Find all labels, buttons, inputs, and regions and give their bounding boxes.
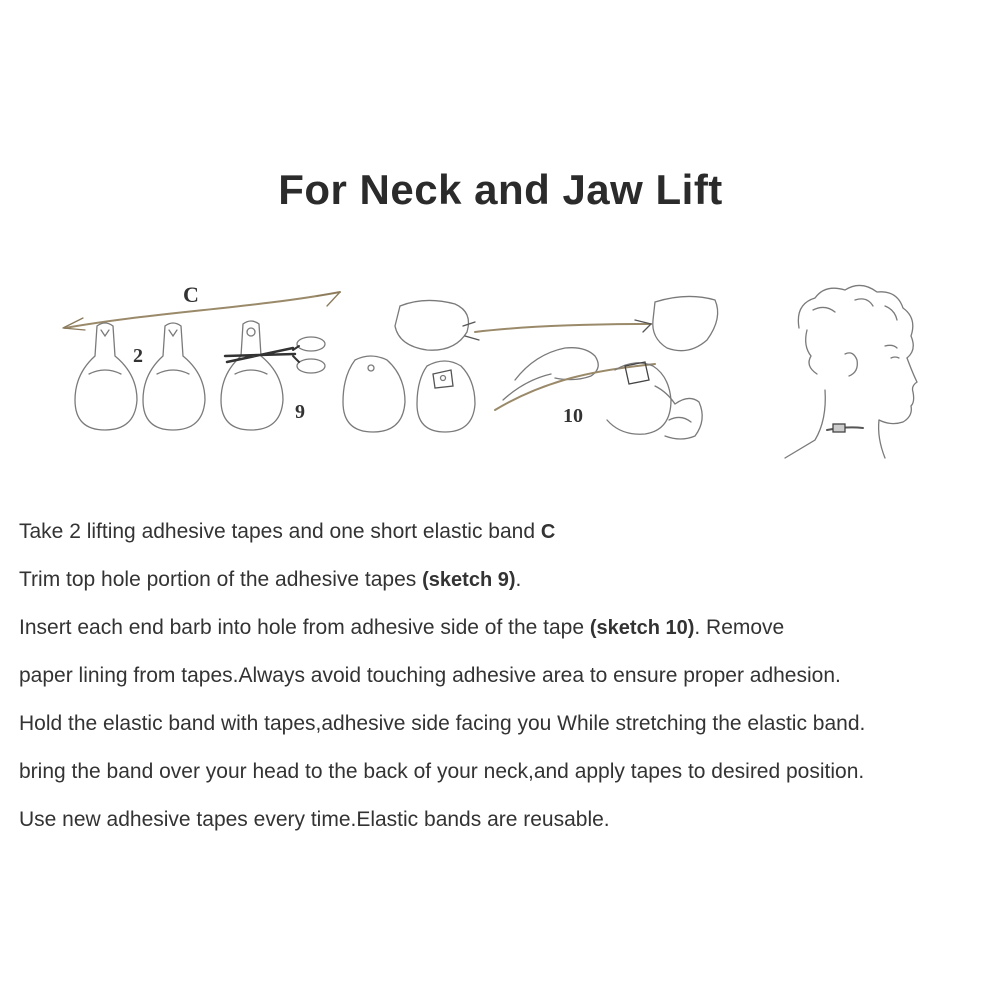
instruction-sketch — [55, 270, 945, 470]
label-c: C — [183, 282, 199, 307]
adhesive-tape-sketch — [143, 323, 205, 430]
adhesive-tape-sketch — [221, 321, 283, 430]
instruction-line: Insert each end barb into hole from adhesive side of the tape (sketch 10). Remove — [19, 616, 785, 639]
scissors-icon — [225, 337, 325, 373]
instruction-line: Trim top hole portion of the adhesive tapes (sketch 9). — [19, 568, 522, 591]
instruction-line: Hold the elastic band with tapes,adhesive side facing you While stretching the elastic band. — [19, 712, 866, 735]
instruction-line: Take 2 lifting adhesive tapes and one short elastic band C — [19, 520, 556, 543]
instruction-line: Use new adhesive tapes every time.Elastic bands are reusable. — [19, 808, 610, 831]
page-title: For Neck and Jaw Lift — [278, 166, 723, 213]
label-10: 10 — [563, 405, 583, 427]
adhesive-tape-sketch — [75, 323, 137, 430]
label-2: 2 — [133, 345, 143, 367]
instruction-line: bring the band over your head to the back of your neck,and apply tapes to desired position. — [19, 760, 865, 783]
trimmed-tape-sketch — [417, 361, 475, 432]
elastic-band-c-sketch — [63, 292, 340, 330]
hands-inserting-barb-sketch — [495, 348, 702, 439]
head-profile-sketch — [785, 285, 917, 458]
trimmed-tape-sketch — [343, 356, 405, 432]
label-9: 9 — [295, 401, 305, 423]
instructions-list — [19, 508, 994, 844]
band-with-tapes-sketch — [395, 296, 718, 350]
instruction-line: paper lining from tapes.Always avoid touching adhesive area to ensure proper adhesion. — [19, 664, 841, 687]
